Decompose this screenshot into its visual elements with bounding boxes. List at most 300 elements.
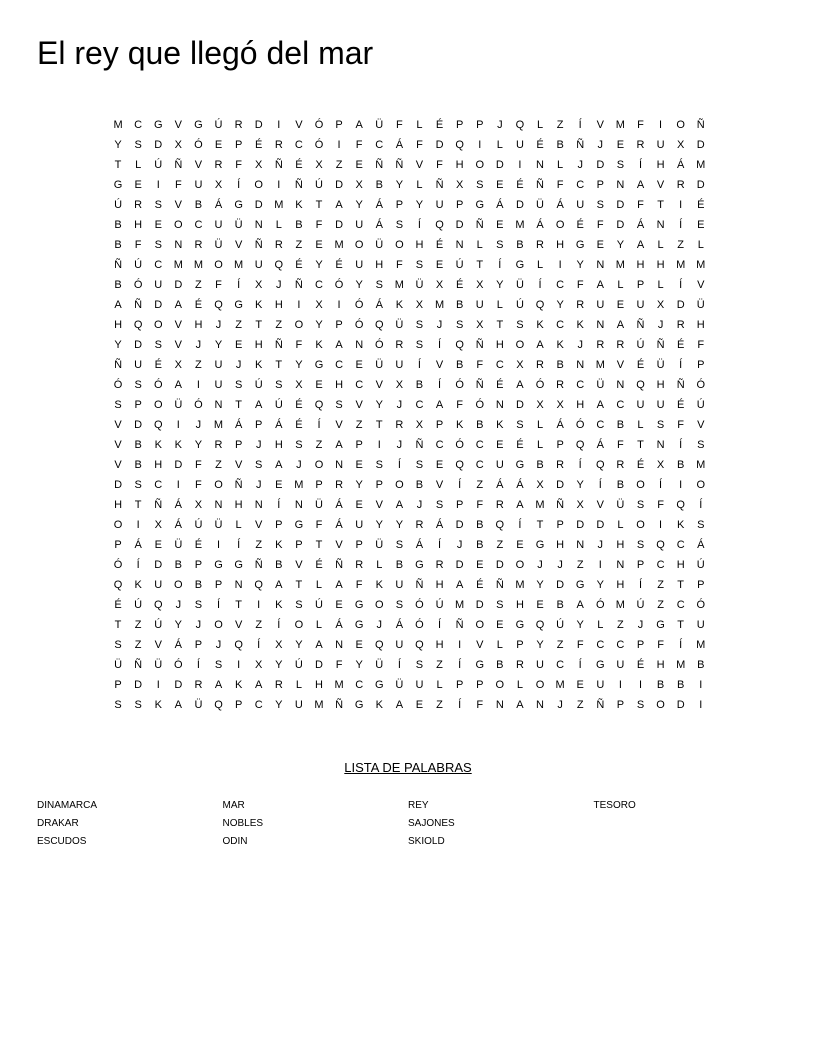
grid-letter: Z — [235, 319, 242, 331]
grid-letter: V — [415, 159, 424, 171]
grid-letter: M — [193, 259, 203, 271]
grid-letter: S — [295, 599, 303, 611]
grid-letter: Ó — [415, 619, 424, 631]
grid-letter: P — [114, 679, 122, 691]
grid-letter: S — [335, 399, 343, 411]
grid-letter: J — [195, 339, 202, 351]
grid-letter: M — [535, 499, 545, 511]
grid-letter: Y — [355, 479, 363, 491]
grid-letter: V — [174, 119, 182, 131]
grid-letter: S — [154, 339, 162, 351]
grid-letter: D — [556, 479, 565, 491]
grid-letter: O — [113, 519, 123, 531]
grid-letter: H — [234, 499, 243, 511]
word-list-item: SAJONES — [408, 817, 455, 829]
grid-letter: É — [677, 399, 685, 411]
grid-letter: Ú — [556, 619, 565, 631]
grid-letter: A — [214, 679, 223, 691]
grid-letter: D — [596, 519, 605, 531]
grid-letter: O — [214, 259, 223, 271]
grid-letter: É — [194, 539, 203, 551]
grid-letter: C — [415, 399, 424, 411]
grid-letter: E — [275, 479, 283, 491]
grid-letter: V — [476, 639, 484, 651]
grid-letter: U — [154, 279, 163, 291]
grid-letter: L — [496, 299, 503, 311]
grid-letter: P — [596, 179, 604, 191]
grid-letter: A — [576, 599, 584, 611]
grid-letter: E — [335, 599, 343, 611]
grid-letter: É — [516, 439, 524, 451]
grid-letter: M — [274, 199, 284, 211]
grid-letter: Ñ — [274, 339, 283, 351]
grid-letter: Ü — [234, 219, 243, 231]
grid-letter: C — [556, 319, 565, 331]
grid-row — [108, 615, 711, 635]
grid-letter: O — [636, 479, 645, 491]
grid-letter: R — [556, 379, 565, 391]
grid-letter: C — [616, 399, 625, 411]
grid-letter: J — [597, 139, 604, 151]
grid-letter: E — [355, 359, 363, 371]
grid-letter: G — [214, 559, 223, 571]
grid-letter: V — [435, 479, 444, 491]
grid-letter: Ü — [415, 279, 424, 291]
grid-letter: A — [174, 299, 182, 311]
grid-letter: D — [515, 199, 524, 211]
grid-letter: X — [154, 519, 162, 531]
grid-letter: Y — [576, 479, 584, 491]
grid-letter: H — [154, 459, 163, 471]
grid-letter: Á — [174, 639, 182, 651]
grid-letter: O — [153, 319, 163, 331]
grid-letter: X — [536, 399, 544, 411]
grid-letter: O — [354, 239, 364, 251]
grid-letter: É — [476, 579, 484, 591]
grid-letter: C — [576, 179, 585, 191]
grid-letter: F — [436, 159, 443, 171]
grid-letter: Y — [214, 339, 223, 351]
grid-letter: J — [195, 419, 202, 431]
grid-row — [108, 135, 711, 155]
grid-letter: Y — [415, 199, 424, 211]
grid-letter: X — [536, 479, 544, 491]
grid-letter: L — [657, 279, 664, 291]
grid-letter: L — [235, 519, 242, 531]
grid-letter: E — [496, 219, 504, 231]
grid-letter: É — [455, 279, 464, 291]
grid-letter: F — [677, 419, 685, 431]
grid-letter: S — [395, 599, 404, 611]
grid-letter: L — [416, 119, 423, 131]
grid-letter: G — [374, 679, 384, 691]
grid-letter: Ü — [375, 119, 384, 131]
grid-letter: R — [395, 339, 404, 351]
grid-letter: Í — [438, 339, 442, 351]
grid-letter: S — [496, 599, 504, 611]
grid-letter: X — [656, 299, 665, 311]
grid-letter: O — [374, 599, 384, 611]
grid-letter: Á — [496, 479, 504, 491]
grid-letter: D — [515, 399, 524, 411]
grid-letter: Y — [556, 299, 564, 311]
grid-letter: V — [194, 159, 203, 171]
grid-letter: K — [395, 299, 404, 311]
grid-letter: I — [598, 559, 602, 571]
grid-letter: F — [195, 459, 202, 471]
grid-letter: D — [254, 119, 263, 131]
grid-letter: D — [335, 179, 344, 191]
grid-letter: V — [596, 119, 604, 131]
grid-letter: Q — [636, 379, 645, 391]
grid-letter: Ü — [375, 539, 384, 551]
grid-letter: E — [496, 439, 504, 451]
grid-letter: Q — [113, 579, 123, 591]
grid-letter: S — [154, 199, 162, 211]
grid-letter: K — [455, 419, 464, 431]
grid-letter: Q — [374, 319, 384, 331]
grid-letter: G — [194, 119, 203, 131]
grid-letter: Y — [536, 579, 544, 591]
grid-letter: K — [496, 419, 504, 431]
grid-letter: S — [435, 499, 444, 511]
grid-letter: F — [637, 199, 644, 211]
grid-letter: F — [657, 499, 664, 511]
grid-letter: Z — [476, 479, 484, 491]
grid-letter: L — [637, 419, 644, 431]
grid-letter: Í — [277, 499, 281, 511]
word-list-row — [37, 814, 797, 832]
grid-letter: Ü — [616, 499, 625, 511]
grid-letter: Z — [355, 419, 363, 431]
grid-letter: N — [174, 239, 183, 251]
grid-letter: Ü — [536, 199, 544, 211]
grid-letter: S — [134, 379, 142, 391]
grid-letter: Á — [214, 199, 223, 211]
grid-letter: I — [176, 479, 180, 491]
grid-letter: D — [154, 139, 163, 151]
grid-letter: E — [355, 159, 363, 171]
grid-letter: É — [255, 139, 263, 151]
grid-letter: P — [234, 699, 243, 711]
grid-letter: V — [335, 419, 343, 431]
grid-letter: I — [297, 299, 301, 311]
grid-letter: E — [355, 459, 363, 471]
grid-letter: V — [174, 319, 182, 331]
grid-letter: F — [617, 439, 624, 451]
grid-letter: P — [616, 699, 625, 711]
grid-letter: O — [515, 339, 525, 351]
grid-letter: H — [455, 159, 464, 171]
grid-letter: U — [355, 219, 364, 231]
grid-letter: K — [154, 699, 162, 711]
grid-letter: S — [134, 139, 142, 151]
grid-letter: D — [335, 219, 344, 231]
grid-letter: J — [215, 319, 222, 331]
grid-letter: L — [536, 439, 544, 451]
grid-letter: I — [679, 479, 683, 491]
grid-letter: Á — [435, 519, 444, 531]
grid-letter: Ú — [435, 599, 444, 611]
grid-letter: X — [275, 639, 283, 651]
grid-letter: Q — [374, 639, 384, 651]
grid-letter: P — [556, 519, 564, 531]
grid-letter: H — [656, 379, 665, 391]
word-list-row — [37, 796, 797, 814]
grid-letter: A — [335, 339, 343, 351]
grid-letter: C — [576, 379, 585, 391]
grid-letter: M — [696, 259, 706, 271]
grid-letter: Í — [498, 259, 502, 271]
grid-letter: K — [677, 519, 685, 531]
grid-letter: Z — [436, 699, 443, 711]
grid-letter: I — [156, 179, 160, 191]
grid-letter: Ó — [374, 339, 384, 351]
grid-letter: C — [676, 599, 685, 611]
grid-letter: Ú — [515, 299, 524, 311]
grid-letter: Z — [255, 539, 263, 551]
grid-row — [108, 495, 711, 515]
grid-letter: Á — [596, 439, 604, 451]
grid-letter: Í — [438, 539, 442, 551]
grid-letter: Á — [335, 619, 343, 631]
grid-letter: J — [577, 159, 583, 171]
grid-letter: O — [475, 159, 485, 171]
grid-letter: V — [335, 539, 343, 551]
grid-letter: I — [237, 659, 241, 671]
grid-letter: Z — [195, 279, 202, 291]
grid-letter: B — [114, 279, 122, 291]
grid-letter: P — [697, 359, 705, 371]
grid-letter: Ñ — [294, 279, 303, 291]
grid-letter: X — [476, 319, 484, 331]
grid-letter: Ó — [354, 299, 364, 311]
grid-letter: Ó — [596, 599, 605, 611]
grid-letter: Y — [355, 199, 363, 211]
grid-letter: R — [194, 679, 203, 691]
grid-letter: O — [254, 179, 263, 191]
grid-letter: M — [394, 279, 404, 291]
grid-letter: C — [475, 459, 484, 471]
grid-letter: D — [154, 299, 163, 311]
grid-letter: Q — [254, 579, 263, 591]
grid-letter: A — [395, 699, 404, 711]
grid-letter: C — [355, 379, 364, 391]
grid-letter: U — [214, 219, 223, 231]
grid-row — [108, 675, 711, 695]
grid-letter: P — [194, 559, 203, 571]
grid-letter: G — [314, 359, 324, 371]
word-list-row — [37, 832, 797, 850]
grid-letter: U — [134, 359, 143, 371]
grid-letter: B — [536, 459, 544, 471]
grid-letter: A — [636, 179, 645, 191]
grid-letter: T — [496, 319, 504, 331]
grid-letter: P — [435, 419, 444, 431]
grid-letter: É — [536, 139, 544, 151]
grid-letter: L — [536, 119, 544, 131]
grid-letter: Ñ — [475, 339, 484, 351]
grid-letter: K — [375, 579, 383, 591]
grid-letter: R — [134, 199, 143, 211]
grid-letter: E — [697, 219, 705, 231]
grid-letter: L — [597, 619, 604, 631]
grid-letter: F — [395, 259, 403, 271]
grid-letter: N — [335, 639, 344, 651]
grid-letter: M — [595, 359, 605, 371]
grid-letter: P — [516, 639, 524, 651]
grid-letter: Ñ — [335, 699, 344, 711]
grid-letter: O — [395, 479, 404, 491]
grid-letter: Ñ — [294, 179, 303, 191]
grid-letter: É — [295, 399, 303, 411]
grid-letter: X — [576, 499, 584, 511]
grid-letter: E — [476, 559, 484, 571]
grid-letter: Ñ — [696, 119, 705, 131]
grid-letter: T — [315, 539, 323, 551]
grid-letter: I — [659, 119, 663, 131]
grid-letter: Q — [234, 639, 243, 651]
grid-letter: O — [214, 479, 223, 491]
grid-letter: V — [355, 399, 363, 411]
grid-letter: P — [315, 479, 323, 491]
grid-letter: I — [156, 679, 160, 691]
grid-letter: P — [335, 119, 343, 131]
grid-letter: Ñ — [596, 699, 605, 711]
grid-letter: P — [455, 199, 464, 211]
grid-letter: V — [174, 339, 182, 351]
grid-letter: F — [215, 279, 222, 291]
grid-letter: B — [697, 659, 705, 671]
grid-letter: P — [275, 519, 283, 531]
grid-letter: Z — [576, 699, 584, 711]
grid-letter: F — [637, 119, 644, 131]
word-list-item: REY — [408, 799, 429, 811]
grid-letter: O — [314, 459, 324, 471]
grid-letter: L — [376, 559, 383, 571]
grid-letter: Á — [335, 499, 343, 511]
grid-letter: I — [699, 679, 703, 691]
grid-letter: A — [255, 679, 263, 691]
grid-letter: P — [114, 539, 122, 551]
grid-letter: N — [656, 439, 665, 451]
grid-row — [108, 355, 711, 375]
grid-letter: L — [536, 419, 544, 431]
grid-letter: B — [556, 359, 564, 371]
grid-letter: A — [174, 699, 182, 711]
grid-row — [108, 175, 711, 195]
grid-letter: Ü — [214, 239, 223, 251]
grid-letter: U — [576, 199, 585, 211]
grid-letter: Y — [395, 519, 404, 531]
grid-letter: Q — [656, 539, 665, 551]
grid-letter: F — [235, 159, 242, 171]
grid-letter: Z — [436, 659, 443, 671]
grid-letter: Í — [578, 659, 582, 671]
grid-letter: P — [556, 439, 564, 451]
grid-letter: Á — [536, 219, 544, 231]
grid-letter: O — [495, 679, 505, 691]
grid-letter: A — [435, 399, 444, 411]
grid-letter: G — [294, 519, 304, 531]
grid-letter: D — [676, 299, 685, 311]
grid-letter: T — [114, 619, 122, 631]
grid-letter: R — [616, 459, 625, 471]
word-list-item: ODIN — [222, 835, 248, 847]
grid-letter: T — [134, 499, 142, 511]
grid-letter: R — [515, 659, 524, 671]
grid-letter: T — [657, 199, 664, 211]
grid-letter: U — [636, 399, 645, 411]
grid-letter: Ó — [475, 399, 485, 411]
grid-letter: Á — [556, 199, 564, 211]
grid-letter: P — [375, 479, 383, 491]
grid-row — [108, 655, 711, 675]
grid-letter: K — [536, 319, 544, 331]
grid-letter: E — [154, 539, 162, 551]
grid-letter: U — [616, 659, 625, 671]
grid-letter: Q — [455, 339, 464, 351]
grid-letter: S — [275, 379, 283, 391]
grid-letter: Q — [153, 419, 163, 431]
grid-letter: L — [617, 519, 624, 531]
grid-letter: Q — [596, 459, 605, 471]
grid-letter: Í — [438, 379, 442, 391]
grid-letter: N — [656, 219, 665, 231]
grid-letter: V — [375, 379, 383, 391]
grid-letter: V — [114, 419, 122, 431]
grid-letter: N — [536, 159, 544, 171]
grid-letter: T — [637, 439, 644, 451]
grid-letter: B — [556, 599, 564, 611]
grid-letter: Ü — [315, 499, 323, 511]
grid-letter: L — [315, 619, 323, 631]
grid-letter: Ú — [274, 399, 283, 411]
grid-letter: Ñ — [375, 159, 384, 171]
grid-letter: Z — [275, 319, 283, 331]
grid-letter: L — [436, 679, 443, 691]
grid-letter: R — [435, 559, 444, 571]
grid-letter: Ü — [174, 539, 183, 551]
grid-letter: Ú — [154, 619, 163, 631]
grid-letter: J — [195, 619, 202, 631]
grid-letter: I — [659, 519, 663, 531]
grid-letter: D — [676, 699, 685, 711]
grid-letter: B — [516, 239, 524, 251]
grid-letter: A — [335, 579, 343, 591]
grid-letter: Í — [679, 639, 683, 651]
grid-letter: U — [214, 379, 223, 391]
grid-letter: B — [295, 219, 303, 231]
grid-letter: F — [476, 499, 484, 511]
grid-letter: H — [274, 299, 283, 311]
grid-letter: Í — [679, 439, 683, 451]
grid-letter: L — [315, 579, 323, 591]
grid-letter: S — [395, 539, 404, 551]
grid-letter: H — [495, 339, 504, 351]
grid-letter: C — [616, 639, 625, 651]
grid-letter: F — [295, 339, 303, 351]
grid-letter: L — [617, 279, 624, 291]
grid-letter: A — [275, 579, 283, 591]
grid-letter: S — [255, 459, 263, 471]
grid-letter: N — [214, 499, 223, 511]
grid-row — [108, 535, 711, 555]
grid-letter: Í — [578, 459, 582, 471]
grid-letter: A — [174, 379, 182, 391]
grid-letter: D — [134, 419, 143, 431]
grid-letter: Ñ — [234, 479, 243, 491]
